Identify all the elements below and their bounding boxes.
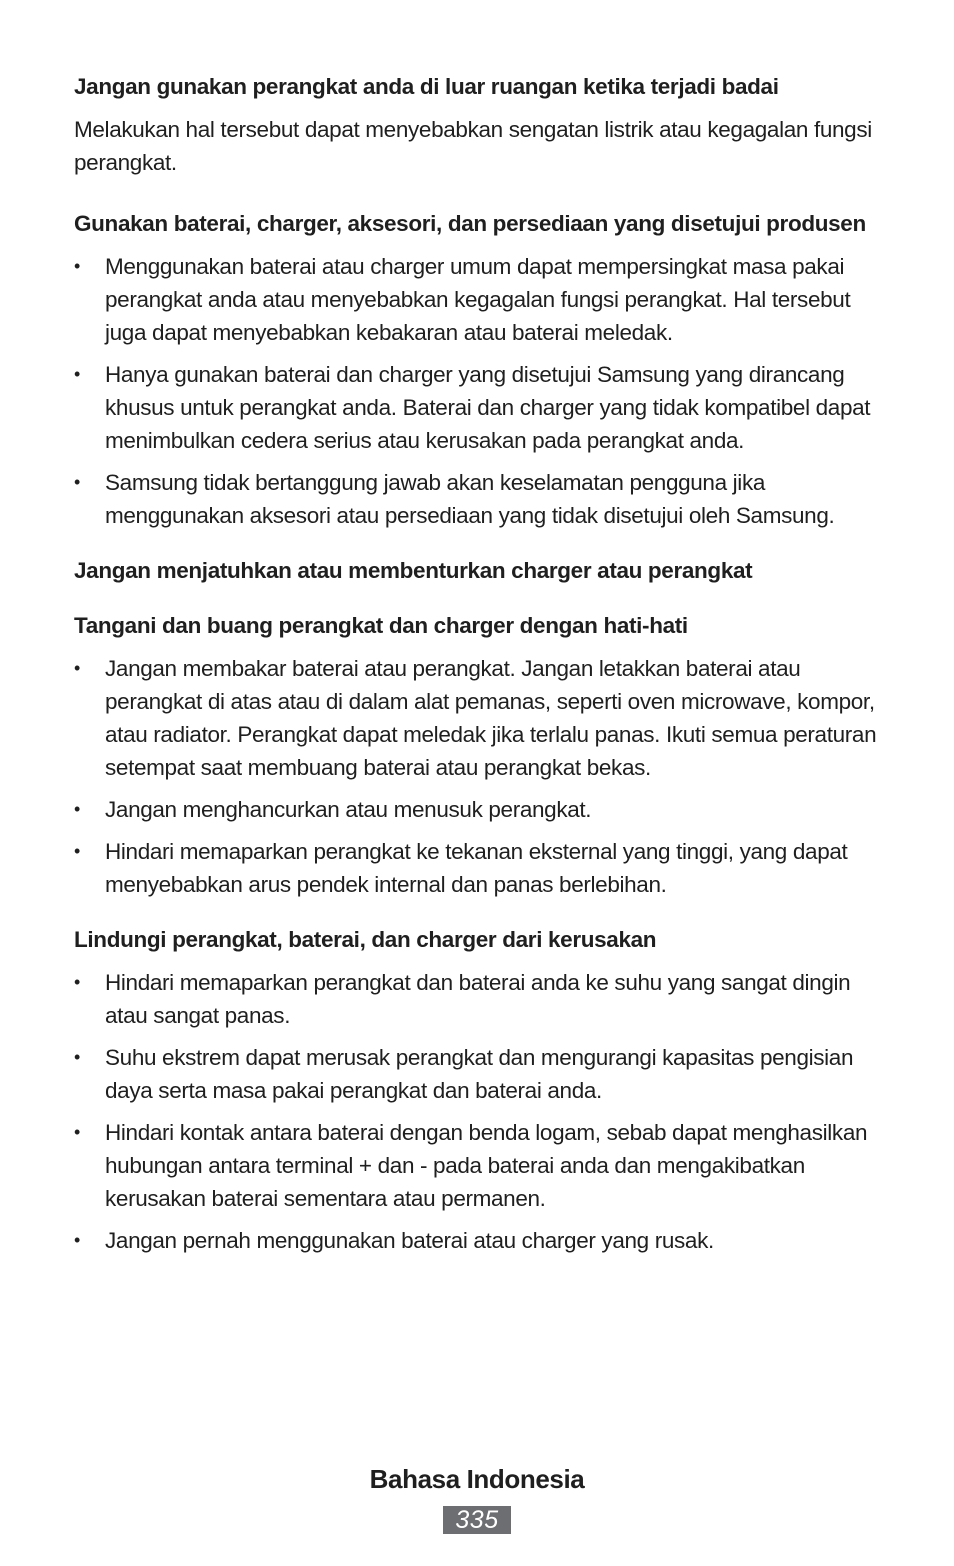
bullet-icon: • — [74, 1122, 80, 1142]
list-item-text: Samsung tidak bertanggung jawab akan keselamatan pengguna jika menggunakan aksesori atau persediaan yang tidak disetujui oleh Samsung. — [105, 470, 835, 528]
list-item-text: Hindari memaparkan perangkat ke tekanan eksternal yang tinggi, yang dapat menyebabkan arus pendek internal dan panas berlebihan. — [105, 839, 848, 897]
bullet-icon: • — [74, 256, 80, 276]
document-body — [74, 70, 884, 1266]
section-approved-accessories — [74, 207, 884, 532]
list-item-text: Hanya gunakan baterai dan charger yang disetujui Samsung yang dirancang khusus untuk perangkat anda. Baterai dan charger yang tidak kompatibel dapat menimbulkan cedera serius atau kerusakan pada perangkat anda. — [105, 362, 871, 453]
page-number-badge: 335 — [443, 1506, 511, 1534]
list-item-text: Hindari kontak antara baterai dengan benda logam, sebab dapat menghasilkan hubungan antara terminal + dan - pada baterai anda dan mengakibatkan kerusakan baterai sementara atau permanen. — [105, 1120, 868, 1211]
section-outdoor-storm — [74, 70, 884, 179]
list-item-text: Menggunakan baterai atau charger umum dapat mempersingkat masa pakai perangkat anda atau menyebabkan kegagalan fungsi perangkat. Hal tersebut juga dapat menyebabkan kebakaran atau baterai meledak. — [105, 254, 851, 345]
footer-language-label: Bahasa Indonesia — [369, 1464, 585, 1494]
list-item — [74, 793, 884, 826]
list-item — [74, 835, 884, 901]
section-heading: Gunakan baterai, charger, aksesori, dan persediaan yang disetujui produsen — [74, 211, 866, 236]
list-item — [74, 1041, 884, 1107]
section-handle-dispose — [74, 609, 884, 901]
list-item — [74, 1116, 884, 1215]
bullet-list — [74, 652, 884, 901]
list-item — [74, 250, 884, 349]
section-protect-device — [74, 923, 884, 1257]
list-item-text: Jangan membakar baterai atau perangkat. Jangan letakkan baterai atau perangkat di atas atau di dalam alat pemanas, seperti oven microwave, kompor, atau radiator. Perangkat dapat meledak jika terlalu panas. Ikuti semua peraturan setempat saat membuang baterai atau perangkat bekas. — [105, 656, 877, 780]
bullet-icon: • — [74, 472, 80, 492]
list-item — [74, 966, 884, 1032]
list-item — [74, 466, 884, 532]
list-item-text: Jangan menghancurkan atau menusuk perangkat. — [105, 797, 592, 822]
list-item — [74, 652, 884, 784]
bullet-icon: • — [74, 1047, 80, 1067]
list-item-text: Suhu ekstrem dapat merusak perangkat dan mengurangi kapasitas pengisian daya serta masa pakai perangkat dan baterai anda. — [105, 1045, 854, 1103]
bullet-icon: • — [74, 1230, 80, 1250]
section-paragraph: Melakukan hal tersebut dapat menyebabkan sengatan listrik atau kegagalan fungsi perangkat. — [74, 117, 872, 175]
section-heading: Jangan menjatuhkan atau membenturkan charger atau perangkat — [74, 558, 753, 583]
list-item — [74, 358, 884, 457]
section-heading: Lindungi perangkat, baterai, dan charger dari kerusakan — [74, 927, 657, 952]
bullet-icon: • — [74, 799, 80, 819]
bullet-icon: • — [74, 972, 80, 992]
list-item — [74, 1224, 884, 1257]
section-heading: Tangani dan buang perangkat dan charger dengan hati-hati — [74, 613, 688, 638]
list-item-text: Hindari memaparkan perangkat dan baterai anda ke suhu yang sangat dingin atau sangat panas. — [105, 970, 851, 1028]
bullet-icon: • — [74, 364, 80, 384]
list-item-text: Jangan pernah menggunakan baterai atau charger yang rusak. — [105, 1228, 714, 1253]
section-heading: Jangan gunakan perangkat anda di luar ruangan ketika terjadi badai — [74, 74, 779, 99]
bullet-icon: • — [74, 841, 80, 861]
bullet-list — [74, 966, 884, 1257]
bullet-list — [74, 250, 884, 532]
bullet-icon: • — [74, 658, 80, 678]
section-do-not-drop — [74, 554, 884, 587]
